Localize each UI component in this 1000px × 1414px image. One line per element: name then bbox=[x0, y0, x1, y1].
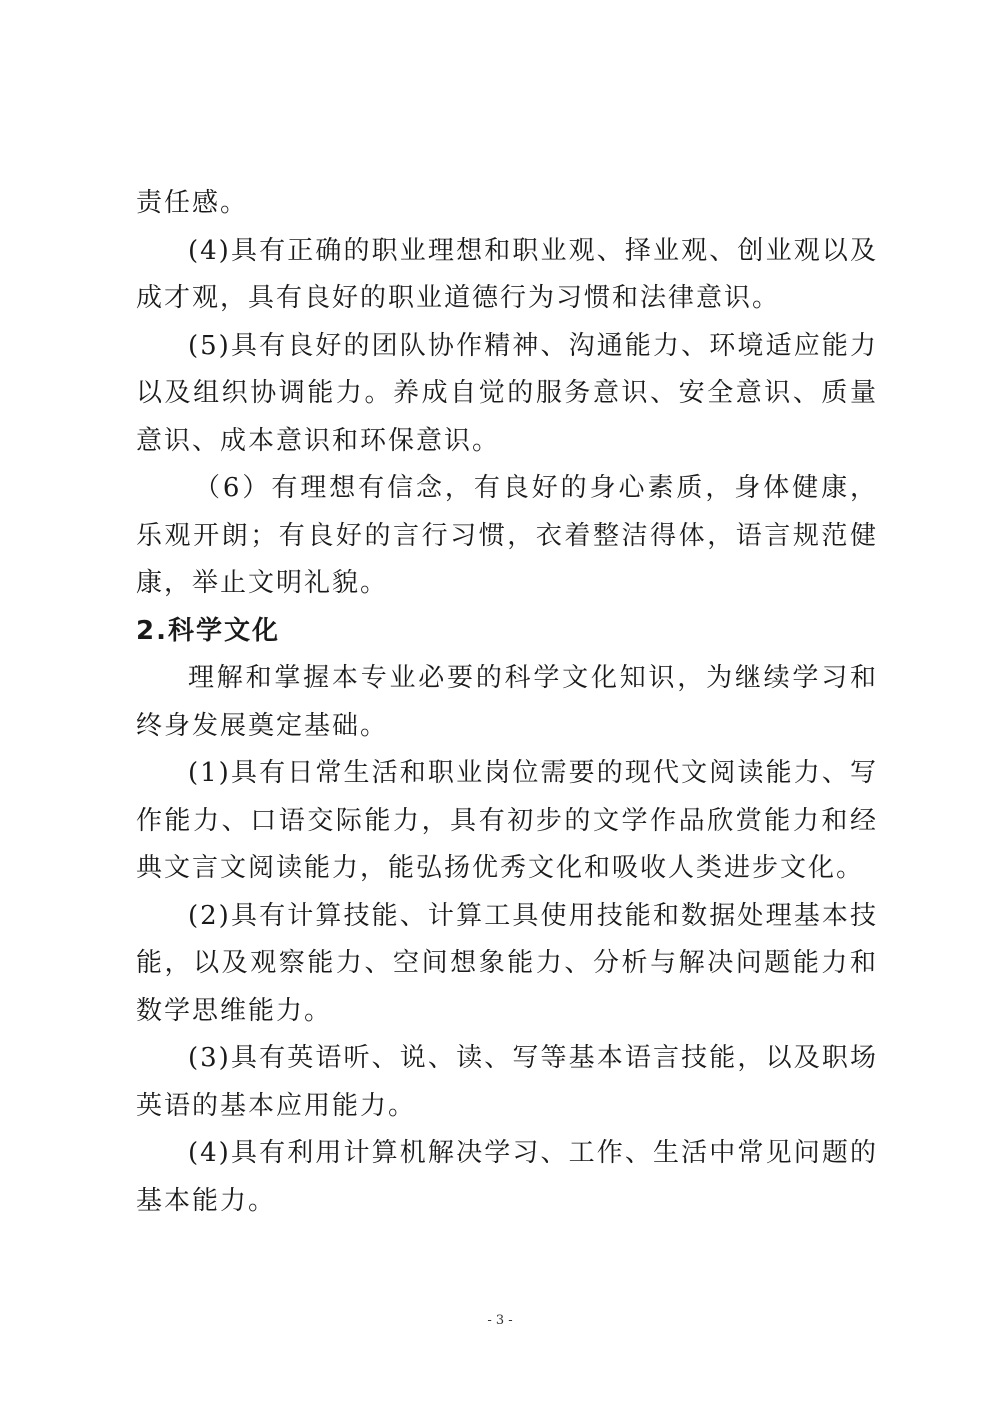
paragraph-item-6: （6）有理想有信念，有良好的身心素质，身体健康，乐观开朗；有良好的言行习惯，衣着整洁得体，语言规范健康，举止文明礼貌。 bbox=[136, 473, 878, 598]
section-heading: 2.科学文化 bbox=[136, 615, 280, 646]
section-item-1: (1)具有日常生活和职业岗位需要的现代文阅读能力、写作能力、口语交际能力，具有初步的文学作品欣赏能力和经典文言文阅读能力，能弘扬优秀文化和吸收人类进步文化。 bbox=[136, 758, 878, 883]
section-item-3: (3)具有英语听、说、读、写等基本语言技能，以及职场英语的基本应用能力。 bbox=[136, 1043, 878, 1121]
section-item-2: (2)具有计算技能、计算工具使用技能和数据处理基本技能，以及观察能力、空间想象能力、分析与解决问题能力和数学思维能力。 bbox=[136, 900, 878, 1026]
section-intro-paragraph: 理解和掌握本专业必要的科学文化知识，为继续学习和终身发展奠定基础。 bbox=[136, 663, 878, 741]
paragraph-item-5: (5)具有良好的团队协作精神、沟通能力、环境适应能力以及组织协调能力。养成自觉的服务意识、安全意识、质量意识、成本意识和环保意识。 bbox=[136, 330, 878, 456]
section-item-4: (4)具有利用计算机解决学习、工作、生活中常见问题的基本能力。 bbox=[136, 1138, 878, 1216]
page-number: - 3 - bbox=[487, 1313, 513, 1328]
paragraph-item-4: (4)具有正确的职业理想和职业观、择业观、创业观以及成才观，具有良好的职业道德行为习惯和法律意识。 bbox=[136, 235, 878, 313]
paragraph-continuation: 责任感。 bbox=[136, 188, 249, 218]
document-body bbox=[136, 180, 878, 1225]
